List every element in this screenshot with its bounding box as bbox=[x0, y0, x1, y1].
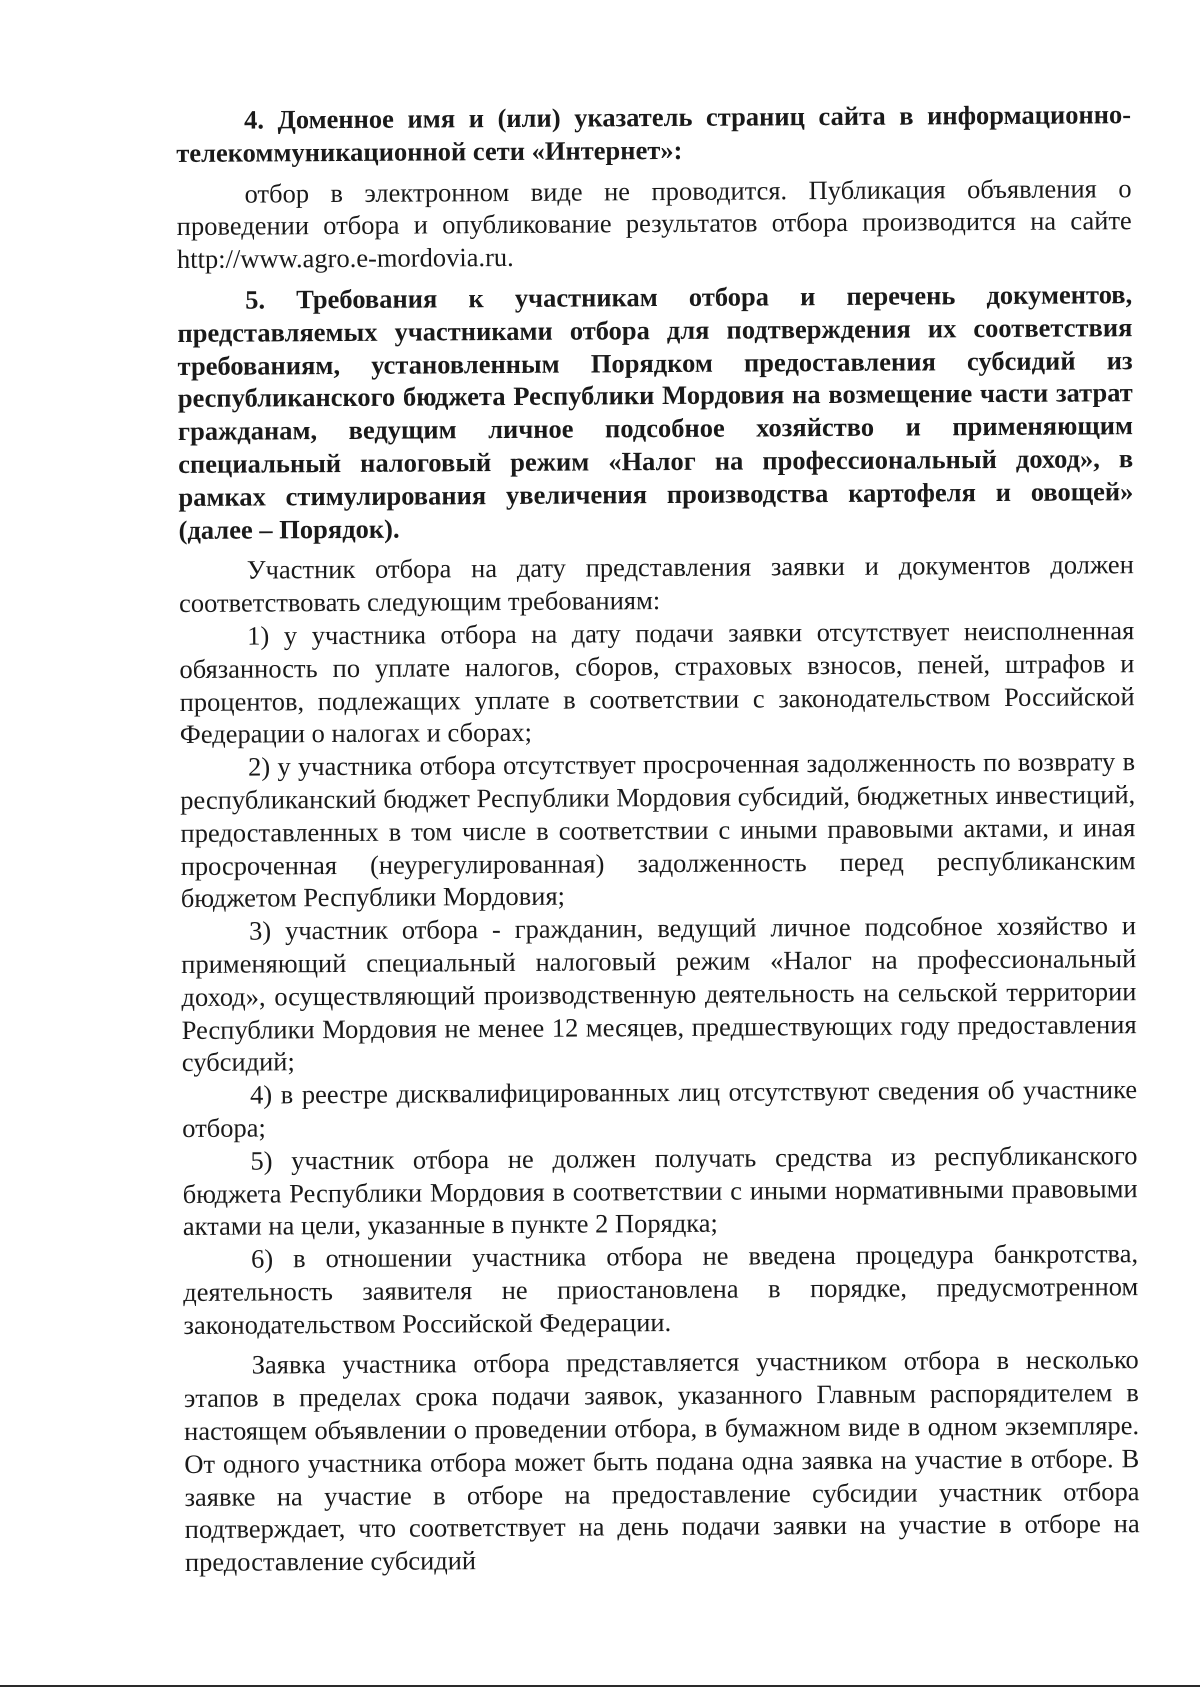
document-page bbox=[176, 98, 1140, 1579]
requirement-item-1: 1) у участника отбора на дату подачи заявки отсутствует неисполненная обязанность по уплате налогов, сборов, страховых взносов, пеней, штрафов и процентов, подлежащих уплате в соответствии с законодательством Российской Федерации о налогах и сборах; bbox=[179, 615, 1135, 750]
requirement-item-3: 3) участник отбора - гражданин, ведущий личное подсобное хозяйство и применяющий специальный налоговый режим «Налог на профессиональный доход», осуществляющий производственную деятельность на сельской территории Республики Мордовия не менее 12 месяцев, предшествующих году предоставления субсидий; bbox=[181, 910, 1137, 1078]
requirement-item-4: 4) в реестре дисквалифицированных лиц отсутствуют сведения об участнике отбора; bbox=[182, 1074, 1138, 1143]
section-4-heading: 4. Доменное имя и (или) указатель страниц сайта в информационно-телекоммуникационной сети «Интернет»: bbox=[176, 99, 1132, 168]
application-paragraph: Заявка участника отбора представляется участником отбора в несколько этапов в пределах срока подачи заявок, указанного Главным распорядителем в настоящем объявлении о проведении отбора, в бумажном виде в одном экземпляре. От одного участника отбора может быть подана одна заявка на участие в отборе. В заявке на участие в отборе на предоставление субсидии участник отбора подтверждает, что соответствует на день подачи заявки на участие в отборе на предоставление субсидий bbox=[183, 1344, 1140, 1578]
section-4-body: отбор в электронном виде не проводится. Публикация объявления о проведении отбора и опубликование результатов отбора производится на сайте http://www.agro.e-mordovia.ru. bbox=[176, 172, 1132, 275]
requirement-item-5: 5) участник отбора не должен получать средства из республиканского бюджета Республики Мордовия в соответствии с иными нормативными правовыми актами на цели, указанные в пункте 2 Порядка; bbox=[182, 1139, 1138, 1242]
requirements-intro: Участник отбора на дату представления заявки и документов должен соответствовать следующим требованиям: bbox=[178, 549, 1134, 619]
requirement-item-6: 6) в отношении участника отбора не введена процедура банкротства, деятельность заявителя не приостановлена в порядке, предусмотренном законодательством Российской Федерации. bbox=[183, 1238, 1139, 1340]
page-bottom-edge bbox=[0, 1685, 1200, 1687]
section-5-heading: 5. Требования к участникам отбора и перечень документов, представляемых участниками отбора для подтверждения их соответствия требованиям, установленным Порядком предоставления субсидий из республиканского бюджета Республики Мордовия на возмещение части затрат гражданам, ведущим личное подсобное хозяйство и применяющим специальный налоговый режим «Налог на профессиональный доход», в рамках стимулирования увеличения производства картофеля и овощей» (далее – Порядок). bbox=[177, 279, 1134, 545]
requirement-item-2: 2) у участника отбора отсутствует просроченная задолженность по возврату в республиканский бюджет Республики Мордовия субсидий, бюджетных инвестиций, предоставленных в том числе в соответствии с иными правовыми актами, и иная просроченная (неурегулированная) задолженность перед республиканским бюджетом Республики Мордовия; bbox=[180, 746, 1136, 914]
